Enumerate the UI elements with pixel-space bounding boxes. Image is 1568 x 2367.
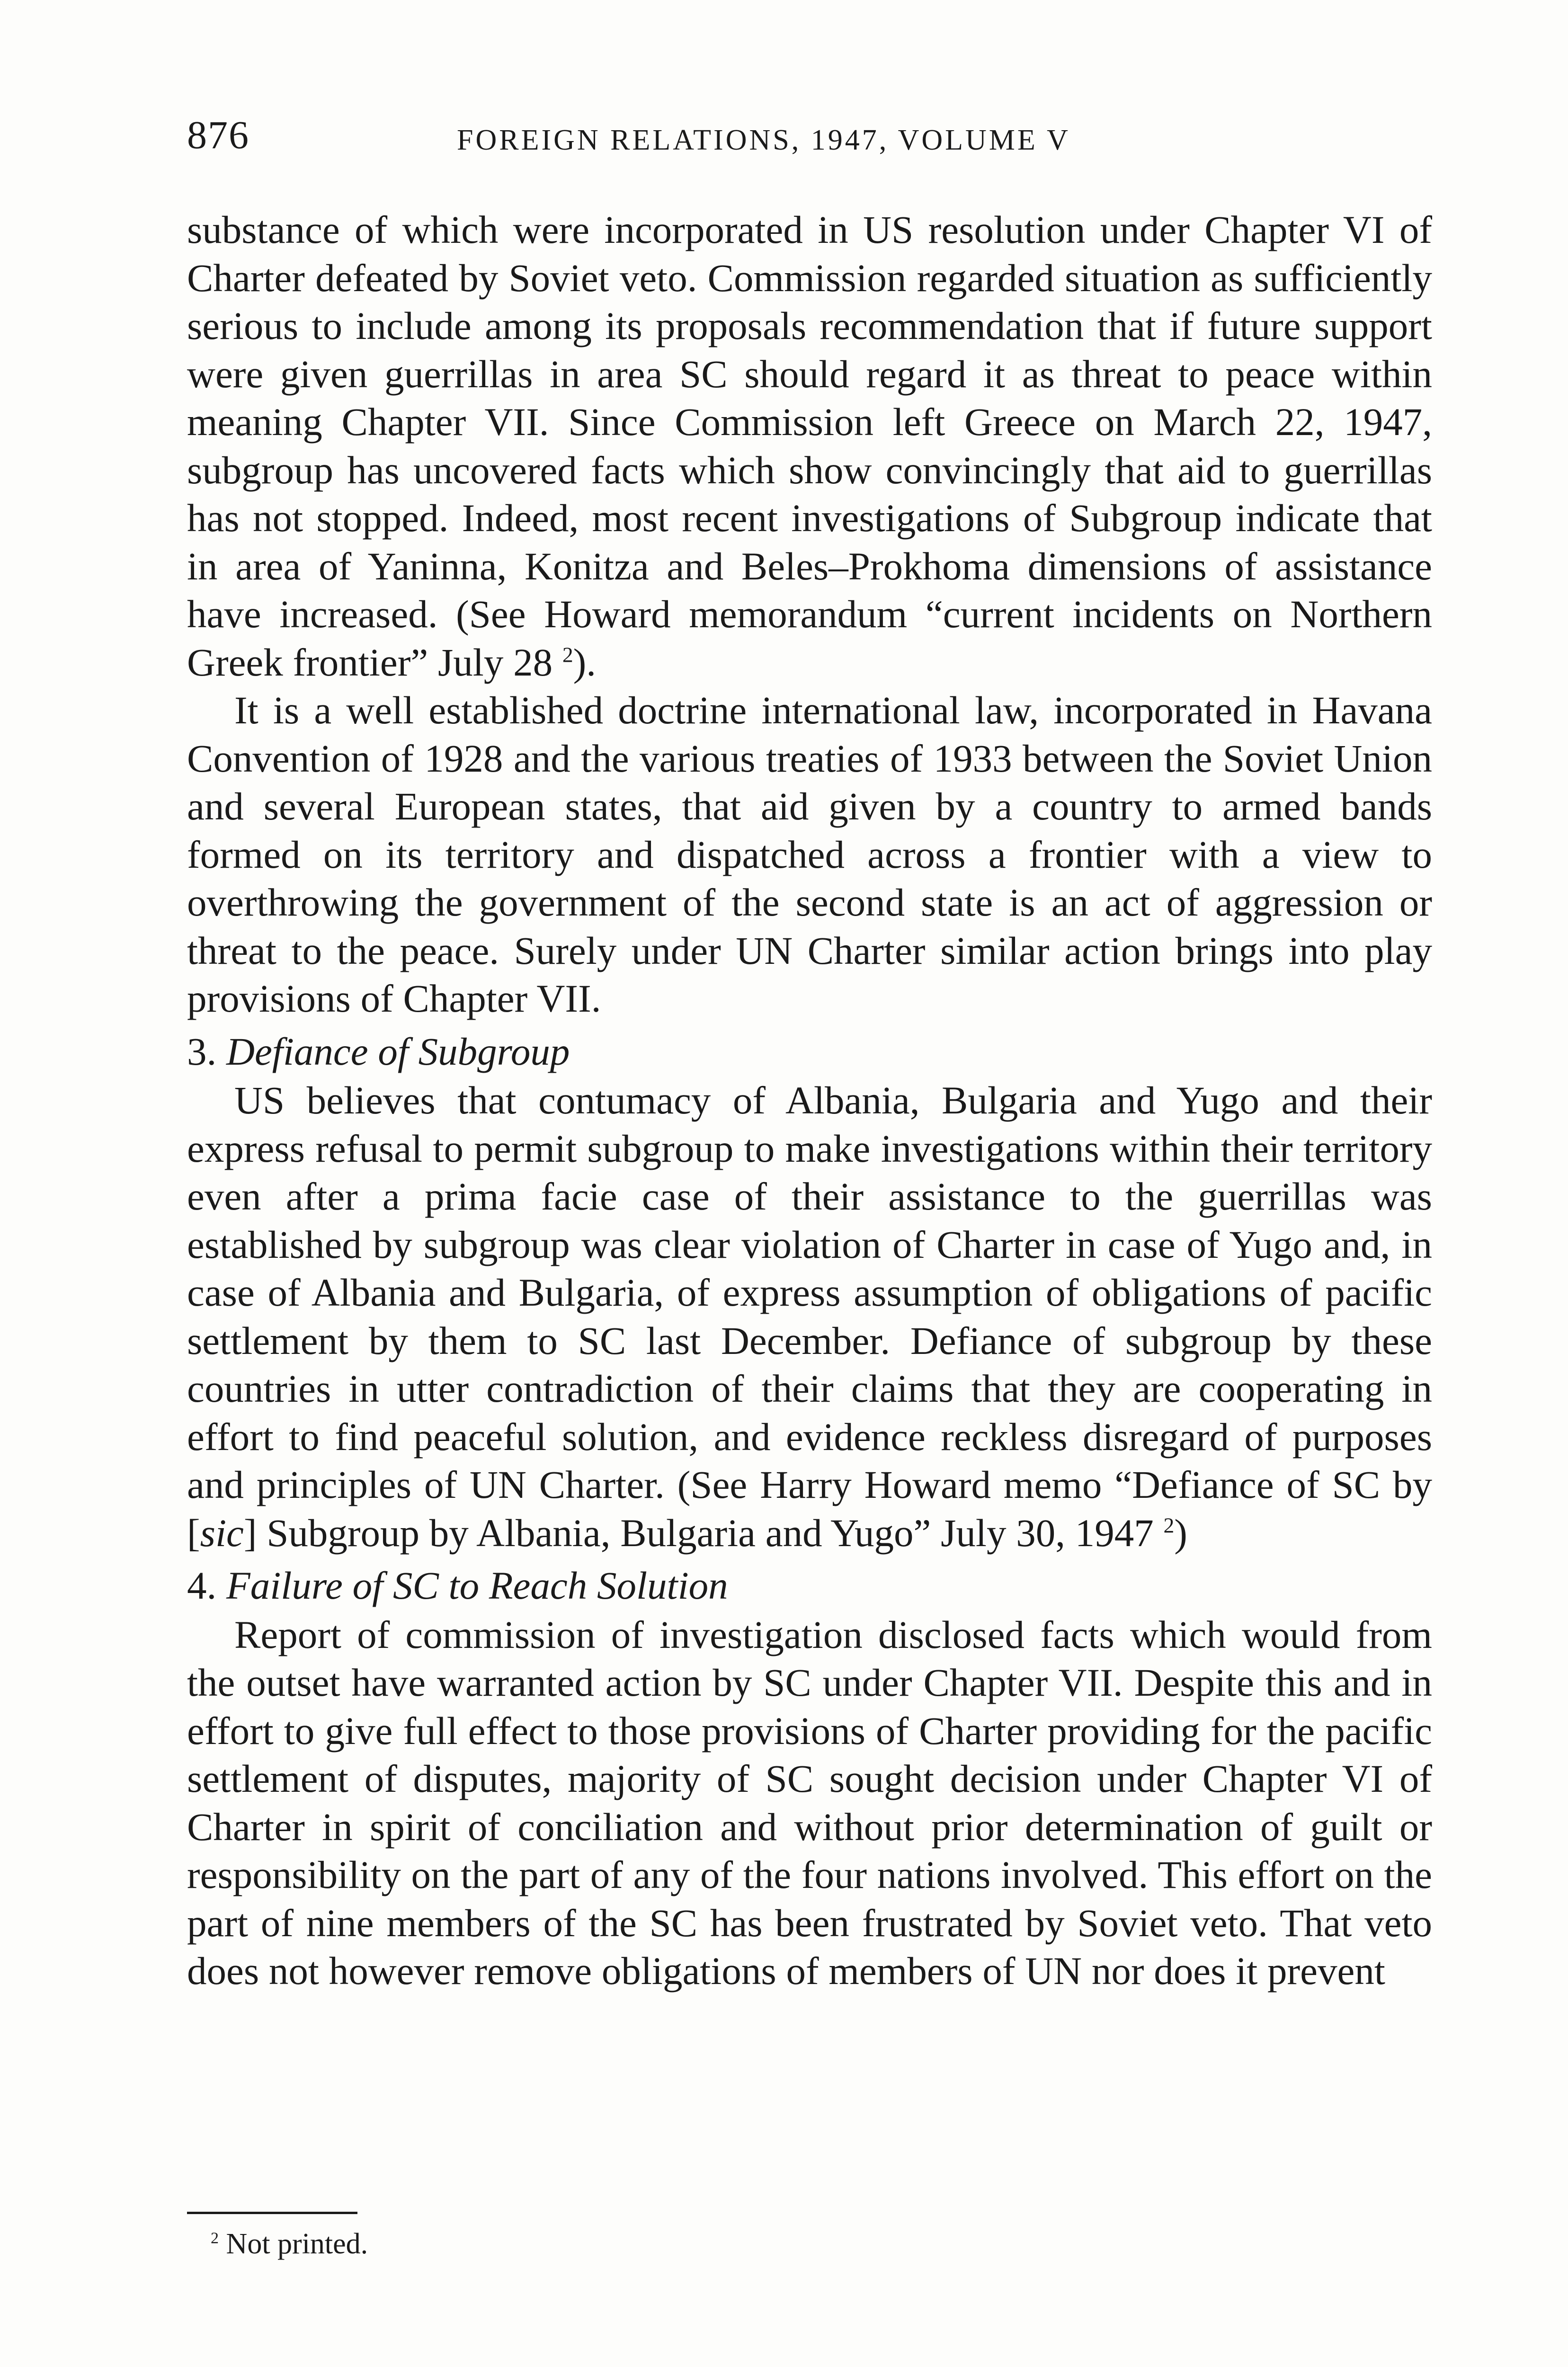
paragraph-2: It is a well established doctrine international law, incorporated in Havana Convention of 1928 and the various treaties of 1933 between the Soviet Union and several European states, that aid given by a country to armed bands formed on its territory and dispatched across a frontier with a view to overthrowing the government of the second state is an act of aggression or threat to the peace. Surely under UN Charter similar action brings into play provisions of Chapter VII. (187, 688, 1432, 1020)
paragraph-1 (187, 206, 1432, 686)
footnote (211, 2225, 368, 2263)
paragraph-3 (187, 1077, 1432, 1557)
footnote-ref-2: 2 (1163, 1513, 1175, 1537)
section-3-heading (187, 1023, 1432, 1077)
paragraph-4: Report of commission of investigation disclosed facts which would from the outset have warranted action by SC under Chapter VII. Despite this and in effort to give full effect to those provisions of Charter providing for the pacific settlement of disputes, majority of SC sought decision under Chapter VI of Charter in spirit of conciliation and without prior determination of guilt or responsibility on the part of any of the four nations involved. This effort on the part of nine members of the SC has been frustrated by Soviet veto. That veto does not however remove obligations of members of UN nor does it prevent (187, 1612, 1432, 1993)
paragraph-1-end: ). (573, 640, 597, 684)
body-text (187, 206, 1432, 1995)
paragraph-3-end: ) (1174, 1511, 1187, 1555)
section-4-heading (187, 1557, 1432, 1611)
page-header (187, 112, 1427, 169)
page-number: 876 (187, 113, 249, 157)
sic-marker: sic (200, 1511, 244, 1555)
footnote-divider (187, 2212, 357, 2214)
paragraph-1-text: substance of which were incorporated in US resolution under Chapter VI of Charter defeated by Soviet veto. Commission regarded situation as sufficiently serious to include among its proposals recommendation that if future support were given guerrillas in area SC should regard it as threat to peace within meaning Chapter VII. Since Commission left Greece on March 22, 1947, subgroup has uncovered facts which show convincingly that aid to guerrillas has not stopped. Indeed, most recent investigations of Subgroup indicate that in area of Yaninna, Konitza and Beles–Prokhoma dimensions of assistance have increased. (See Howard memorandum “current incidents on Northern Greek frontier” July 28 (187, 208, 1432, 684)
section-4-number: 4. (187, 1564, 217, 1607)
paragraph-3-text-cont: ] Subgroup by Albania, Bulgaria and Yugo” July 30, 1947 (243, 1511, 1154, 1555)
paragraph-3-text: US believes that contumacy of Albania, Bulgaria and Yugo and their express refusal to permit subgroup to make investigations within their territory even after a prima facie case of their assistance to the guerrillas was established by subgroup was clear violation of Charter in case of Yugo and, in case of Albania and Bulgaria, of express assumption of obligations of pacific settlement by them to SC last December. Defiance of subgroup by these countries in utter contradiction of their claims that they are cooperating in effort to find peaceful solution, and evidence reckless disregard of purposes and principles of UN Charter. (See Harry Howard memo “Defiance of SC by [ (187, 1078, 1432, 1555)
running-head: FOREIGN RELATIONS, 1947, VOLUME V (457, 124, 1070, 156)
footnote-text: Not printed. (226, 2228, 368, 2260)
section-4-title: Failure of SC to Reach Solution (226, 1564, 728, 1607)
section-3-number: 3. (187, 1029, 217, 1073)
footnote-marker: 2 (211, 2229, 219, 2247)
footnote-ref-1: 2 (562, 642, 573, 667)
section-3-title: Defiance of Subgroup (226, 1029, 570, 1073)
